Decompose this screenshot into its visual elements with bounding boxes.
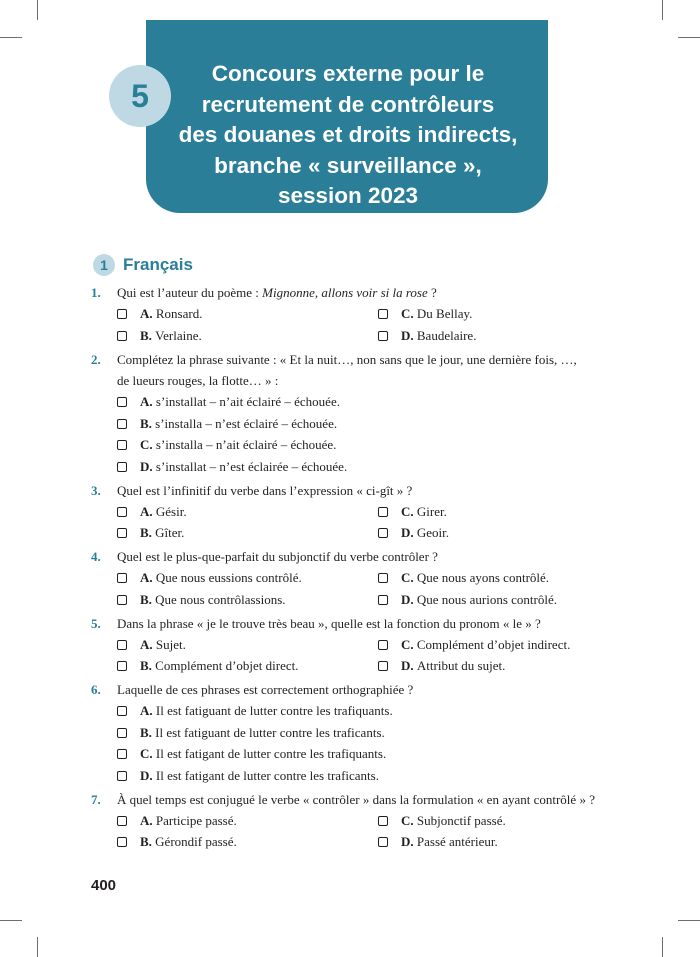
answer-option[interactable]: D. Passé antérieur. [378, 832, 611, 854]
checkbox[interactable] [117, 573, 127, 583]
answer-option[interactable]: A. Que nous eussions contrôlé. [117, 568, 378, 590]
crop-mark [37, 0, 38, 20]
crop-mark [37, 937, 38, 957]
answer-option[interactable]: C. s’installa – n’ait éclairé – échouée. [117, 435, 611, 457]
question-text: Complétez la phrase suivante : « Et la nuit…, non sans que le jour, une dernière fois, …, de lueurs rouges, la flotte… » : [117, 351, 577, 388]
question [91, 546, 611, 611]
answer-option[interactable]: D. Baudelaire. [378, 325, 611, 347]
question-text: Laquelle de ces phrases est correctement orthographiée ? [117, 682, 414, 697]
question-text: À quel temps est conjugué le verbe « contrôler » dans la formulation « en ayant contrôlé » ? [117, 791, 595, 807]
answer-option[interactable]: C. Du Bellay. [378, 304, 611, 326]
checkbox[interactable] [117, 595, 127, 605]
question-text: Quel est le plus-que-parfait du subjonctif du verbe contrôler ? [117, 549, 438, 564]
chapter-title-line: session 2023 [277, 183, 419, 208]
chapter-title [160, 59, 536, 212]
question [91, 789, 611, 854]
checkbox[interactable] [378, 595, 388, 605]
answer-option[interactable]: A. Sujet. [117, 634, 378, 656]
answer-options [91, 810, 611, 853]
checkbox[interactable] [117, 728, 127, 738]
checkbox[interactable] [378, 661, 388, 671]
checkbox[interactable] [117, 837, 127, 847]
question [91, 679, 611, 787]
question-list [91, 282, 611, 855]
chapter-number-badge: 5 [109, 65, 171, 127]
crop-mark [0, 37, 22, 38]
answer-option[interactable]: A. Participe passé. [117, 810, 378, 832]
checkbox[interactable] [117, 397, 127, 407]
crop-mark [662, 0, 663, 20]
question [91, 349, 611, 478]
answer-option[interactable]: B. Gérondif passé. [117, 832, 378, 854]
answer-options [91, 501, 611, 544]
checkbox[interactable] [117, 640, 127, 650]
answer-option[interactable]: B. Complément d’objet direct. [117, 656, 378, 678]
answer-option[interactable]: B. Que nous contrôlassions. [117, 589, 378, 611]
question-number: 4. [91, 549, 101, 564]
crop-mark [678, 37, 700, 38]
checkbox[interactable] [117, 771, 127, 781]
chapter-title-line: des douanes et droits indirects, [178, 122, 518, 147]
checkbox[interactable] [117, 661, 127, 671]
answer-option[interactable]: D. Il est fatigant de lutter contre les traficants. [117, 765, 611, 787]
crop-mark [0, 920, 22, 921]
question-text: Qui est l’auteur du poème : Mignonne, allons voir si la rose ? [117, 285, 437, 300]
question [91, 613, 611, 678]
answer-option[interactable]: C. Subjonctif passé. [378, 810, 611, 832]
checkbox[interactable] [117, 507, 127, 517]
checkbox[interactable] [117, 331, 127, 341]
answer-option[interactable]: C. Il est fatigant de lutter contre les trafiquants. [117, 744, 611, 766]
checkbox[interactable] [117, 440, 127, 450]
answer-option[interactable]: D. s’installat – n’est éclairée – échouée. [117, 456, 611, 478]
answer-option[interactable]: A. s’installat – n’ait éclairé – échouée. [117, 392, 611, 414]
chapter-title-line: branche « surveillance », [214, 152, 482, 178]
answer-option[interactable]: C. Girer. [378, 501, 611, 523]
answer-option[interactable]: B. s’installa – n’est éclairé – échouée. [117, 413, 611, 435]
crop-mark [678, 920, 700, 921]
question-text: Quel est l’infinitif du verbe dans l’expression « ci-gît » ? [117, 482, 413, 498]
answer-option[interactable]: D. Geoir. [378, 523, 611, 545]
checkbox[interactable] [378, 837, 388, 847]
question-number: 2. [91, 351, 101, 367]
answer-option[interactable]: B. Il est fatiguant de lutter contre les traficants. [117, 722, 611, 744]
checkbox[interactable] [378, 309, 388, 319]
answer-options [91, 568, 611, 611]
question-text: Dans la phrase « je le trouve très beau », quelle est la fonction du pronom « le » ? [117, 615, 541, 631]
question [91, 282, 611, 347]
answer-options [91, 304, 611, 347]
checkbox[interactable] [378, 331, 388, 341]
answer-option[interactable]: B. Gîter. [117, 523, 378, 545]
chapter-title-line: Concours externe pour le [211, 61, 485, 86]
chapter-title-line: recrutement de contrôleurs [201, 91, 495, 117]
answer-option[interactable]: A. Il est fatiguant de lutter contre les trafiquants. [117, 701, 611, 723]
section-number-badge: 1 [93, 254, 115, 276]
section-title: Français [123, 255, 193, 274]
page-number: 400 [91, 877, 117, 894]
answer-option[interactable]: A. Ronsard. [117, 304, 378, 326]
checkbox[interactable] [378, 573, 388, 583]
question-number: 3. [91, 482, 101, 498]
answer-option[interactable]: C. Que nous ayons contrôlé. [378, 568, 611, 590]
checkbox[interactable] [378, 816, 388, 826]
checkbox[interactable] [117, 462, 127, 472]
checkbox[interactable] [117, 309, 127, 319]
poem-title: Mignonne, allons voir si la rose [262, 285, 428, 300]
checkbox[interactable] [117, 749, 127, 759]
checkbox[interactable] [378, 640, 388, 650]
checkbox[interactable] [117, 816, 127, 826]
checkbox[interactable] [117, 706, 127, 716]
checkbox[interactable] [378, 528, 388, 538]
question [91, 480, 611, 545]
answer-options [91, 634, 611, 677]
crop-mark [662, 937, 663, 957]
question-number: 5. [91, 615, 101, 631]
answer-option[interactable]: D. Que nous aurions contrôlé. [378, 589, 611, 611]
answer-option[interactable]: B. Verlaine. [117, 325, 378, 347]
checkbox[interactable] [117, 419, 127, 429]
answer-options [91, 392, 611, 478]
checkbox[interactable] [117, 528, 127, 538]
answer-option[interactable]: D. Attribut du sujet. [378, 656, 611, 678]
question-number: 6. [91, 682, 101, 697]
checkbox[interactable] [378, 507, 388, 517]
section-heading [93, 253, 193, 277]
question-number: 1. [91, 285, 101, 300]
question-number: 7. [91, 791, 101, 807]
answer-option[interactable]: A. Gésir. [117, 501, 378, 523]
answer-options [91, 701, 611, 787]
answer-option[interactable]: C. Complément d’objet indirect. [378, 634, 611, 656]
